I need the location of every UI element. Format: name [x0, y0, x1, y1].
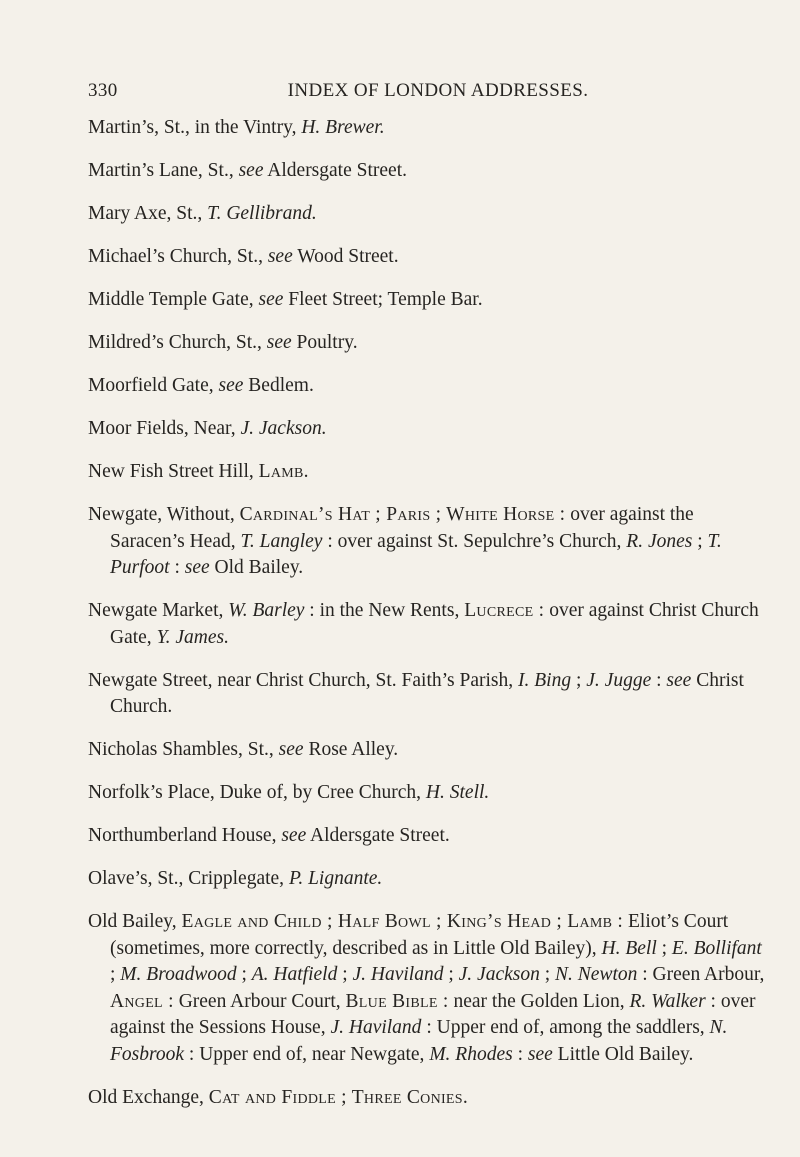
- index-entry: [88, 1085, 768, 1112]
- entry-italic-text: N. Newton: [555, 964, 638, 985]
- entry-italic-text: H. Bell: [601, 937, 657, 959]
- entry-italic-text: N. Fosbrook: [110, 1017, 728, 1065]
- entry-text: Michael’s Church, St.,: [88, 246, 268, 267]
- entry-text: Newgate Street, near Christ Church, St. Faith’s Parish,: [88, 669, 519, 691]
- index-entry: [88, 158, 768, 185]
- entry-text: ;: [337, 964, 353, 985]
- entry-italic-text: A. Hatfield: [251, 964, 338, 985]
- entry-italic-text: W. Barley: [228, 600, 305, 621]
- entry-text: Newgate Market,: [88, 600, 229, 621]
- index-entry: [88, 330, 768, 357]
- entry-italic-text: see: [184, 557, 210, 578]
- entry-text: Old Exchange,: [88, 1086, 209, 1108]
- index-entry: [88, 244, 768, 271]
- index-entry: [88, 909, 768, 1068]
- index-entry: [88, 115, 768, 142]
- entry-text: Martin’s, St., in the Vintry,: [88, 117, 302, 138]
- entry-italic-text: P. Lignante.: [288, 868, 383, 889]
- entry-italic-text: see: [278, 739, 304, 760]
- entry-text: Aldersgate Street.: [263, 160, 407, 181]
- entry-sign-name: Cat and Fiddle ; Three Conies.: [208, 1086, 469, 1108]
- index-entry: [88, 780, 768, 807]
- entry-sign-name: Cardinal’s Hat ; Paris ; White Horse :: [239, 504, 566, 525]
- entry-text: :: [651, 669, 667, 691]
- entry-sign-name: Blue Bible :: [345, 990, 449, 1012]
- entry-text: Poultry.: [291, 332, 358, 353]
- entry-text: ;: [110, 964, 121, 985]
- page-header: [88, 80, 758, 110]
- entry-italic-text: T. Gellibrand.: [207, 203, 317, 224]
- entry-italic-text: J. Haviland: [330, 1017, 422, 1038]
- entry-text: Moor Fields, Near,: [88, 418, 241, 439]
- entry-text: Little Old Bailey.: [552, 1043, 694, 1065]
- entry-text: over against the Saracen’s Head,: [110, 504, 694, 552]
- entry-italic-text: T. Purfoot: [110, 530, 722, 578]
- entry-text: Christ Church.: [110, 669, 744, 717]
- entry-italic-text: J. Haviland: [352, 964, 444, 985]
- index-entry: [88, 737, 768, 764]
- entry-italic-text: R. Jones: [626, 530, 693, 552]
- entry-text: :: [169, 557, 185, 578]
- entry-text: : Upper end of, among the saddlers,: [421, 1017, 710, 1038]
- entry-text: ;: [571, 669, 587, 691]
- entry-sign-name: Angel :: [110, 990, 174, 1012]
- entry-sign-name: Eagle and Child ; Half Bowl ; King’s Head ; Lamb :: [181, 911, 624, 932]
- entry-italic-text: E. Bollifant: [671, 937, 762, 959]
- entry-italic-text: T. Langley: [240, 530, 323, 552]
- entry-text: Old Bailey.: [209, 557, 304, 578]
- entry-italic-text: M. Rhodes: [429, 1043, 513, 1065]
- entry-text: Middle Temple Gate,: [88, 289, 259, 310]
- entry-text: near the Golden Lion,: [448, 990, 630, 1012]
- index-entry: [88, 459, 768, 486]
- index-entry: [88, 416, 768, 443]
- entry-italic-text: H. Brewer.: [301, 117, 385, 138]
- index-entry: [88, 502, 768, 582]
- entry-text: Green Arbour Court,: [173, 990, 346, 1012]
- entry-italic-text: see: [266, 332, 292, 353]
- entry-sign-name: Lamb.: [258, 461, 309, 482]
- entry-text: Moorfield Gate,: [88, 375, 219, 396]
- entry-italic-text: see: [218, 375, 244, 396]
- entry-italic-text: J. Jackson.: [240, 418, 327, 439]
- entry-text: : Green Arbour,: [637, 964, 765, 985]
- entry-text: Newgate, Without,: [88, 504, 240, 525]
- entry-text: Fleet Street; Temple Bar.: [283, 289, 483, 310]
- entry-text: Olave’s, St., Cripplegate,: [88, 868, 289, 889]
- entry-text: : over against the Sessions House,: [110, 990, 756, 1038]
- entry-text: Northumberland House,: [88, 825, 282, 846]
- entry-text: ;: [539, 964, 556, 985]
- index-entry: [88, 668, 768, 721]
- index-entry: [88, 373, 768, 400]
- entry-text: ;: [692, 530, 708, 552]
- entry-sign-name: Lucrece :: [464, 600, 545, 621]
- index-entries: [88, 115, 768, 1128]
- entry-italic-text: M. Broadwood: [120, 964, 237, 985]
- entry-italic-text: see: [267, 246, 293, 267]
- entry-text: Norfolk’s Place, Duke of, by Cree Church,: [88, 782, 426, 803]
- running-title: INDEX OF LONDON ADDRESSES.: [287, 80, 589, 101]
- entry-italic-text: J. Jackson: [458, 964, 540, 985]
- entry-italic-text: see: [281, 825, 307, 846]
- page-number: 330: [88, 80, 118, 101]
- entry-italic-text: Y. James.: [156, 626, 229, 648]
- entry-text: ;: [656, 937, 672, 959]
- entry-italic-text: see: [527, 1043, 553, 1065]
- index-entry: [88, 823, 768, 850]
- entry-text: :: [512, 1043, 528, 1065]
- entry-text: Mildred’s Church, St.,: [88, 332, 267, 353]
- entry-text: ;: [443, 964, 459, 985]
- entry-text: : in the New Rents,: [304, 600, 465, 621]
- entry-text: Nicholas Shambles, St.,: [88, 739, 279, 760]
- index-entry: [88, 598, 768, 651]
- entry-italic-text: R. Walker: [629, 990, 706, 1012]
- entry-italic-text: H. Stell.: [425, 782, 490, 803]
- entry-text: Old Bailey,: [88, 911, 182, 932]
- index-entry: [88, 201, 768, 228]
- entry-italic-text: I. Bing: [518, 669, 572, 691]
- entry-text: Mary Axe, St.,: [88, 203, 208, 224]
- index-entry: [88, 287, 768, 314]
- entry-text: Rose Alley.: [303, 739, 399, 760]
- entry-text: Martin’s Lane, St.,: [88, 160, 239, 181]
- entry-text: Aldersgate Street.: [306, 825, 450, 846]
- entry-text: : Upper end of, near Newgate,: [184, 1043, 430, 1065]
- entry-text: Wood Street.: [292, 246, 399, 267]
- index-entry: [88, 866, 768, 893]
- entry-italic-text: see: [666, 669, 692, 691]
- entry-italic-text: see: [238, 160, 264, 181]
- entry-text: Bedlem.: [243, 375, 314, 396]
- entry-text: New Fish Street Hill,: [88, 461, 259, 482]
- entry-text: ;: [236, 964, 252, 985]
- entry-italic-text: see: [258, 289, 284, 310]
- entry-text: over against Christ Church Gate,: [110, 600, 759, 648]
- entry-italic-text: J. Jugge: [586, 669, 652, 691]
- entry-text: Eliot’s Court (sometimes, more correctly, described as in Little Old Bailey),: [110, 911, 729, 959]
- entry-text: : over against St. Sepulchre’s Church,: [322, 530, 627, 552]
